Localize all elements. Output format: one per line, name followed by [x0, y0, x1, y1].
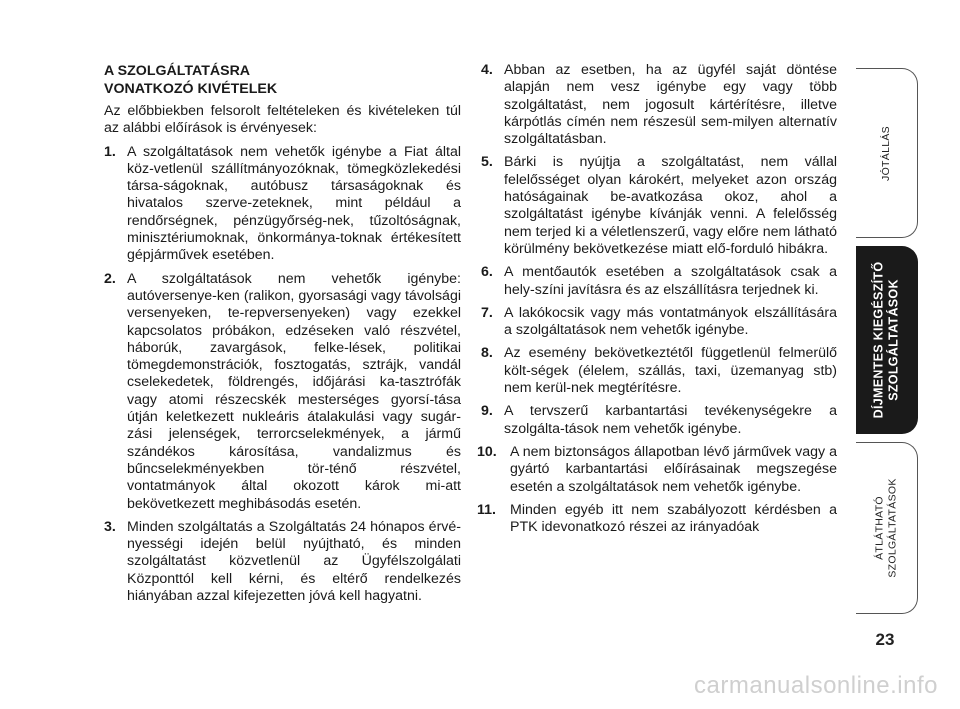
item-text: Abban az esetben, ha az ügyfél saját döntése alapján nem vesz igénybe egy vagy több szolgáltatást, nem jogosult kártérítésre, illetve kárpótlás címén nem részesül sem-milyen alternatív szolgáltatásban. [504, 62, 837, 148]
item-number: 11. [477, 501, 496, 518]
item-number: 4. [481, 62, 493, 78]
tab-atlathato-label-line-1: ÁTLÁTHATÓ [873, 496, 886, 560]
list-item [481, 403, 837, 438]
list-item [104, 519, 461, 605]
item-text: A szolgáltatások nem vehetők igénybe a Fiat által köz-vetlenül szállítmányozóknak, tömegközlekedési társa-ságoknak, autóbusz társaságoknak és hivatalos szerve-zeteknek, mint például a rendőrségnek, pénzügyőrség-nek, tűzoltóságnak, minisztériumoknak, önkormánya-toknak értékesített gépjárművek esetében. [127, 143, 461, 264]
tab-jotallas[interactable] [856, 68, 918, 238]
item-number: 10. [477, 443, 497, 460]
list-item [481, 154, 837, 258]
item-number: 8. [481, 345, 493, 362]
list-item [481, 345, 837, 397]
tab-dijmentes-kiegeszito-szolgaltatasok[interactable] [856, 246, 918, 434]
item-number: 6. [481, 264, 493, 281]
list-item [481, 62, 837, 148]
list-item [481, 264, 837, 299]
item-text: A mentőautók esetében a szolgáltatások csak a hely-színi javításra és az elszállításra terjednek ki. [504, 264, 837, 298]
tab-atlathato-label-line-2: SZOLGÁLTATÁSOK [886, 478, 899, 578]
heading-line-2: VONATKOZÓ KIVÉTELEK [104, 81, 278, 97]
heading-line-1: A SZOLGÁLTATÁSRA [104, 63, 251, 79]
item-number: 7. [481, 304, 493, 321]
item-number: 9. [481, 403, 493, 420]
item-number: 2. [104, 270, 116, 287]
tab-active-label-line-2: SZOLGÁLTATÁSOK [886, 279, 901, 401]
tab-jotallas-label: JÓTÁLLÁS [879, 125, 892, 181]
page-number: 23 [875, 630, 895, 649]
tab-active-label [872, 262, 902, 419]
item-text: Minden egyéb itt nem szabályozott kérdésben a PTK idevonatkozó részei az irányadóak [510, 501, 837, 536]
item-text: A lakókocsik vagy más vontatmányok elszállítására a szolgáltatások nem vehetők igénybe. [504, 304, 837, 339]
list-item [481, 305, 837, 340]
right-column [477, 62, 837, 542]
intro-paragraph: Az előbbiekben felsorolt feltételeken és kivételeken túl az alábbi előírások is érvényesek: [104, 103, 461, 137]
item-text: Az esemény bekövetkeztétől függetlenül felmerülő költ-ségek (élelem, szállás, taxi, üzemanyag stb) nem kerül-nek megtérítésre. [504, 345, 837, 397]
item-text: A nem biztonságos állapotban lévő járművek vagy a gyártó karbantartási előírásainak megszegése esetén a szolgáltatások nem vehetők igénybe. [510, 443, 837, 495]
list-item [104, 144, 461, 265]
list-item [104, 271, 461, 513]
tab-active-label-line-1: DÍJMENTES KIEGÉSZÍTŐ [871, 261, 886, 419]
item-number: 5. [481, 154, 493, 171]
section-heading [104, 62, 461, 98]
item-text: A tervszerű karbantartási tevékenységekre a szolgálta-tások nem vehetők igénybe. [504, 403, 837, 437]
list-item [477, 501, 837, 537]
left-column [104, 62, 461, 611]
item-number: 1. [104, 143, 116, 160]
list-item [477, 443, 837, 496]
tab-atlathato-label [874, 478, 900, 577]
tab-atlathato-szolgaltatasok[interactable] [856, 442, 918, 614]
watermark: carmanualsonline.info [694, 672, 938, 699]
item-text: A szolgáltatások nem vehetők igénybe: autóversenye-ken (ralikon, gyorsasági vagy távolsági versenyeken, te-repversenyeken) vagy ezekkel kapcsolatos próbákon, edzéseken való részvétel, háborúk, zavargások, felke-lések, politikai tömegdemonstrációk, fosztogatás, sztrájk, vandál cselekedetek, földrengés, időjárási ka-tasztrófák vagy atomi részecskék mesterséges gyorsí-tása útján keletkezett nukleáris átalakulási vagy sugár-zási jelenségek, terrorcselekmények, a jármű szándékos károsítása, vandalizmus és bűncselekményekben tör-ténő részvétel, vontatmányok által okozott károk mi-att bekövetkezett meghibásodás esetén. [127, 270, 461, 512]
item-number: 3. [104, 518, 116, 535]
item-text: Bárki is nyújtja a szolgáltatást, nem vállal felelősséget olyan károkért, melyeket azon ország hatóságainak be-avatkozása okoz, ahol a szolgáltatást igénybe kívánják venni. A felelősség nem terjed ki a véletlenszerű, vagy előre nem látható körülmény bekövetkezése miatt elő-forduló hibákra. [504, 154, 837, 257]
item-text: Minden szolgáltatás a Szolgáltatás 24 hónapos érvé-nyességi idején belül nyújtható, és minden szolgáltatást közvetlenül az Ügyfélszolgálati Központtól kell kérni, és eltérő rendelkezés hiányában azzal kifejezetten jóvá kell hagyatni. [127, 518, 461, 605]
